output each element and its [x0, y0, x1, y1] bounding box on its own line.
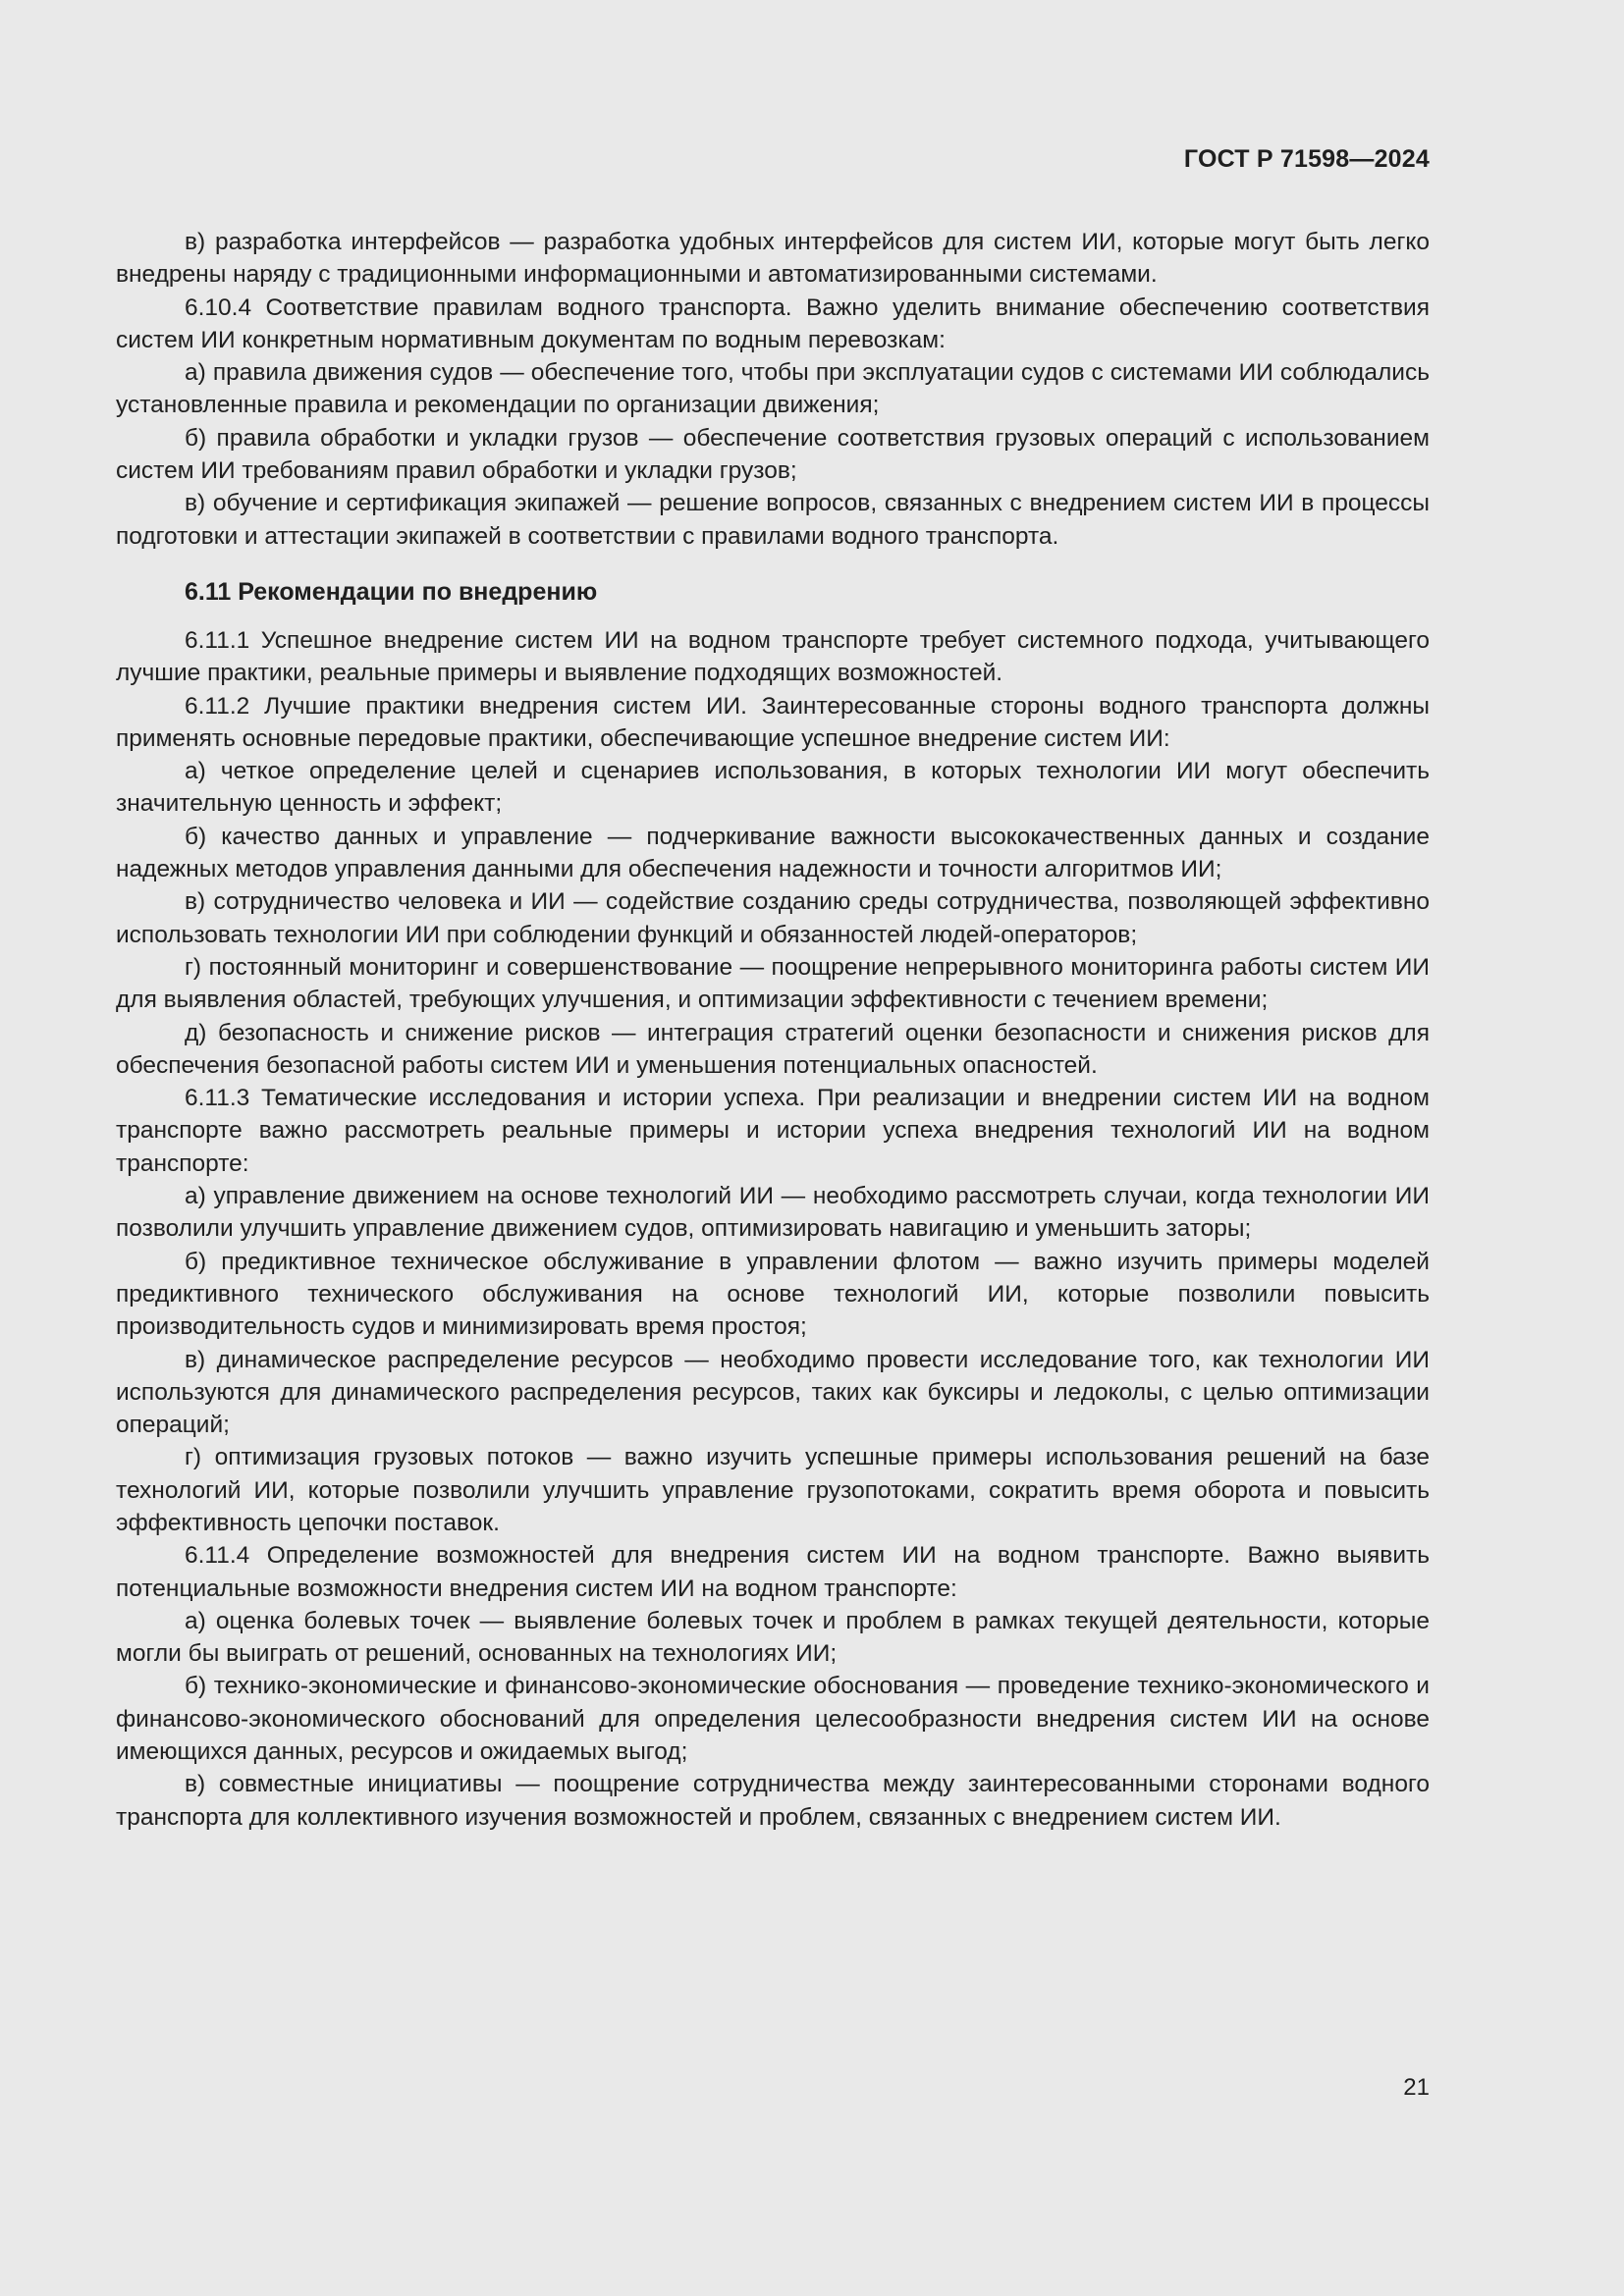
- list-item: г) постоянный мониторинг и совершенствование — поощрение непрерывного мониторинга работы систем ИИ для выявления областей, требующих улучшения, и оптимизации эффективности с течением времени;: [116, 953, 1430, 1014]
- list-item: а) оценка болевых точек — выявление болевых точек и проблем в рамках текущей деятельности, которые могли бы выиграть от решений, основанных на технологиях ИИ;: [116, 1607, 1430, 1668]
- list-item: г) оптимизация грузовых потоков — важно изучить успешные примеры использования решений на базе технологий ИИ, которые позволили улучшить управление грузопотоками, сократить время оборота и повысить эффективность цепочки поставок.: [116, 1444, 1430, 1536]
- clause-6-11-3: 6.11.3 Тематические исследования и истории успеха. При реализации и внедрении систем ИИ на водном транспорте важно рассмотреть реальные примеры и истории успеха внедрения технологий ИИ на водном транспорте:: [116, 1085, 1430, 1177]
- clause-6-11-2: 6.11.2 Лучшие практики внедрения систем ИИ. Заинтересованные стороны водного транспорта должны применять основные передовые практики, обеспечивающие успешное внедрение систем ИИ:: [116, 692, 1430, 752]
- list-item: а) правила движения судов — обеспечение того, чтобы при эксплуатации судов с системами ИИ соблюдались установленные правила и рекомендации по организации движения;: [116, 359, 1430, 419]
- list-item: в) совместные инициативы — поощрение сотрудничества между заинтересованными сторонами водного транспорта для коллективного изучения возможностей и проблем, связанных с внедрением систем ИИ.: [116, 1771, 1430, 1831]
- list-item: а) четкое определение целей и сценариев использования, в которых технологии ИИ могут обеспечить значительную ценность и эффект;: [116, 758, 1430, 818]
- section-heading-6-11: 6.11 Рекомендации по внедрению: [185, 577, 598, 606]
- list-item: б) предиктивное техническое обслуживание в управлении флотом — важно изучить примеры моделей предиктивного технического обслуживания на основе технологий ИИ, которые позволили повысить производительность судов и минимизировать время простоя;: [116, 1248, 1430, 1341]
- list-item: б) технико-экономические и финансово-экономические обоснования — проведение технико-экономического и финансово-экономического обоснований для определения целесообразности внедрения систем ИИ на основе имеющихся данных, ресурсов и ожидаемых выгод;: [116, 1673, 1430, 1766]
- list-item: б) правила обработки и укладки грузов — обеспечение соответствия грузовых операций с использованием систем ИИ требованиям правил обработки и укладки грузов;: [116, 424, 1430, 485]
- list-item: в) динамическое распределение ресурсов — необходимо провести исследование того, как технологии ИИ используются для динамического распределения ресурсов, таких как буксиры и ледоколы, с целью оптимизации операций;: [116, 1346, 1430, 1439]
- list-item: д) безопасность и снижение рисков — интеграция стратегий оценки безопасности и снижения рисков для обеспечения безопасной работы систем ИИ и уменьшения потенциальных опасностей.: [116, 1019, 1430, 1079]
- clause-6-11-4: 6.11.4 Определение возможностей для внедрения систем ИИ на водном транспорте. Важно выявить потенциальные возможности внедрения систем ИИ на водном транспорте:: [116, 1542, 1430, 1602]
- clause-6-11-1: 6.11.1 Успешное внедрение систем ИИ на водном транспорте требует системного подхода, учитывающего лучшие практики, реальные примеры и выявление подходящих возможностей.: [116, 626, 1430, 687]
- list-item: б) качество данных и управление — подчеркивание важности высококачественных данных и создание надежных методов управления данными для обеспечения надежности и точности алгоритмов ИИ;: [116, 823, 1430, 883]
- list-item: в) обучение и сертификация экипажей — решение вопросов, связанных с внедрением систем ИИ в процессы подготовки и аттестации экипажей в соответствии с правилами водного транспорта.: [116, 490, 1430, 550]
- page-number: 21: [1403, 2074, 1430, 2101]
- list-item: а) управление движением на основе технологий ИИ — необходимо рассмотреть случаи, когда технологии ИИ позволили улучшить управление движением судов, оптимизировать навигацию и уменьшить заторы;: [116, 1183, 1430, 1243]
- clause-6-10-4: 6.10.4 Соответствие правилам водного транспорта. Важно уделить внимание обеспечению соответствия систем ИИ конкретным нормативным документам по водным перевозкам:: [116, 294, 1430, 353]
- document-body: [116, 226, 1430, 1834]
- list-item: в) сотрудничество человека и ИИ — содействие созданию среды сотрудничества, позволяющей эффективно использовать технологии ИИ при соблюдении функций и обязанностей людей-операторов;: [116, 888, 1430, 948]
- list-item: в) разработка интерфейсов — разработка удобных интерфейсов для систем ИИ, которые могут быть легко внедрены наряду с традиционными информационными и автоматизированными системами.: [116, 229, 1430, 289]
- document-header-standard-id: ГОСТ Р 71598—2024: [1183, 145, 1430, 173]
